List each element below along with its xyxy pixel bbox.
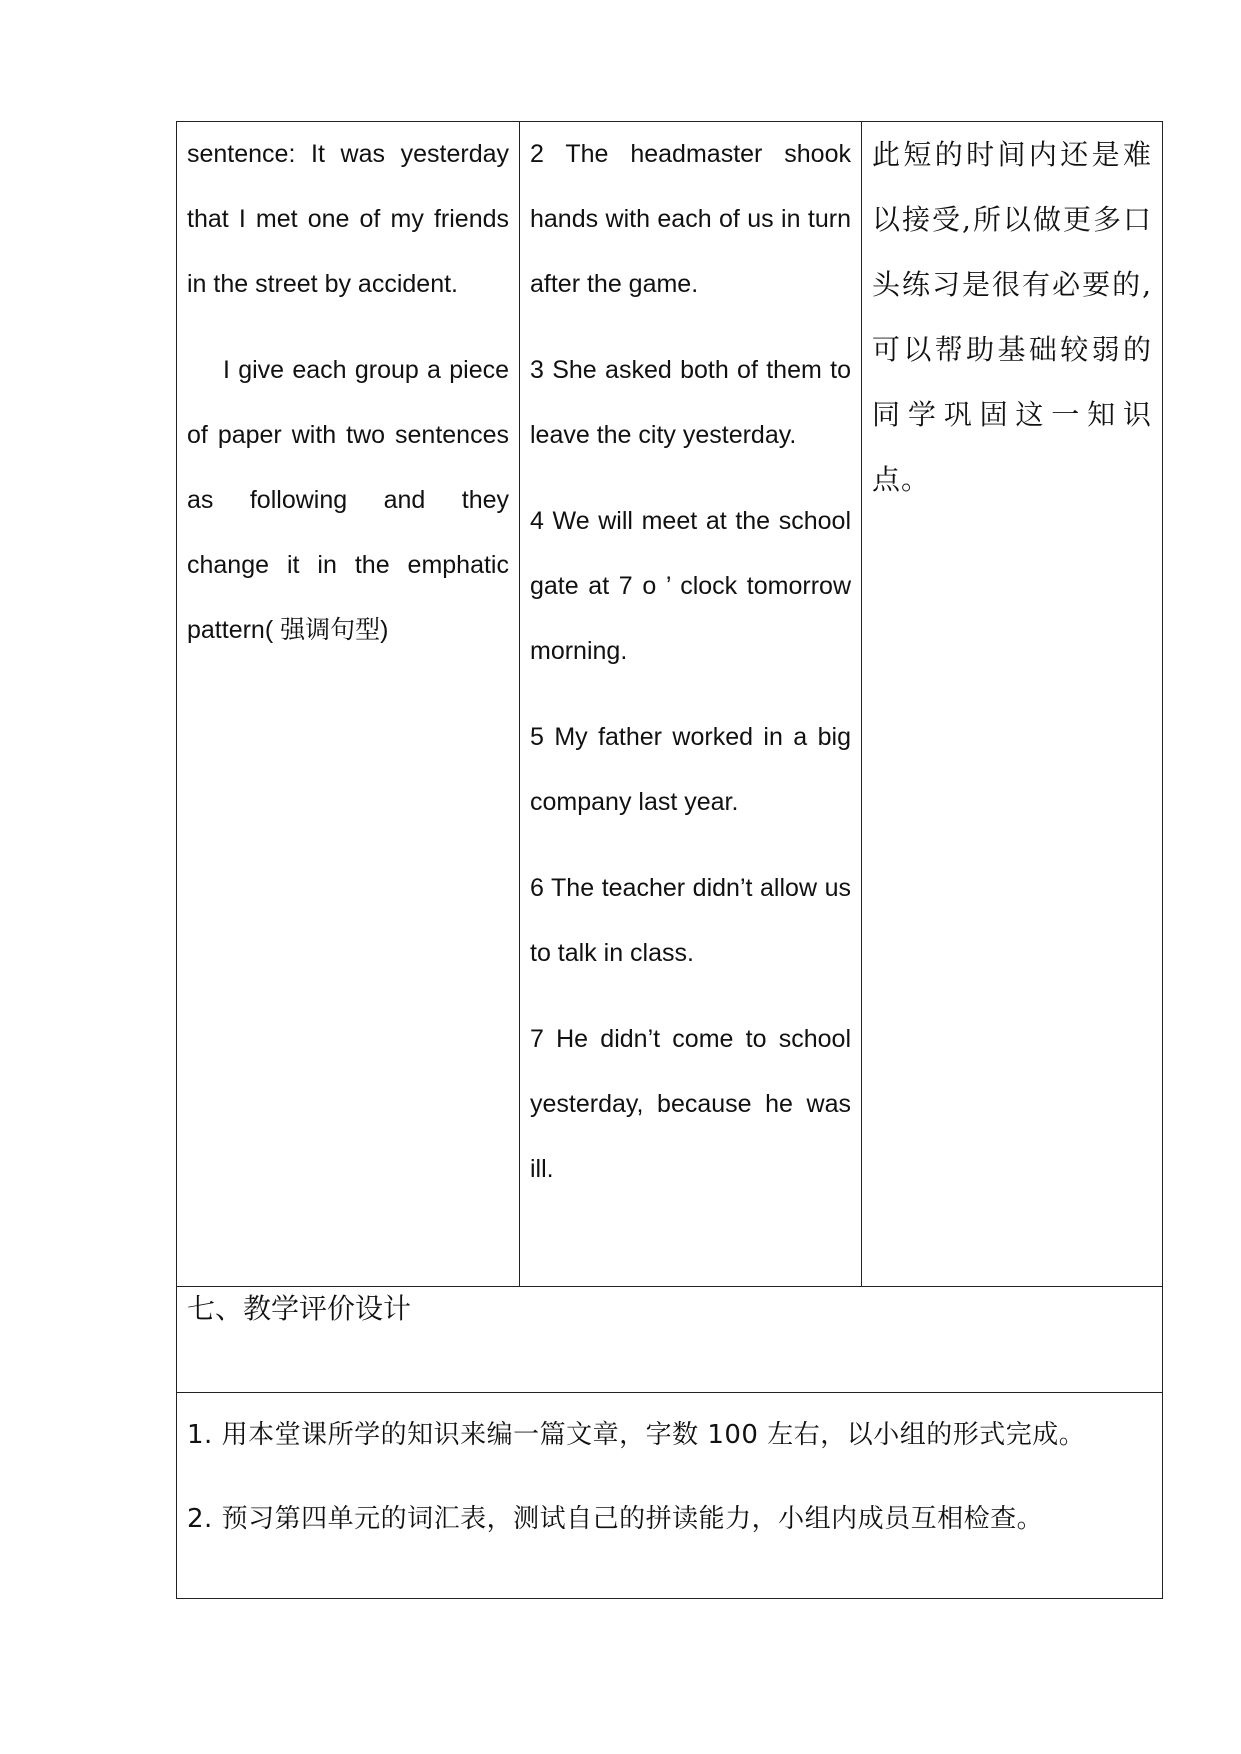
exercise-sentence-7: 7 He didn’t come to school yesterday, because he was ill. [530, 1025, 851, 1183]
procedure-paragraph-2: I give each group a piece of paper with two sentences as following and they change it in the emphatic pattern( 强调句型) [187, 356, 509, 644]
procedure-cell [177, 122, 520, 1287]
evaluation-item-1: 1. 用本堂课所学的知识来编一篇文章，字数 100 左右，以小组的形式完成。 [187, 1420, 1086, 1450]
section-title: 七、教学评价设计 [187, 1292, 412, 1325]
section-heading-cell [177, 1287, 1163, 1393]
intent-cell [862, 122, 1163, 1287]
exercise-sentence-4: 4 We will meet at the school gate at 7 o ’ clock tomorrow morning. [530, 507, 851, 665]
procedure-paragraph-1: sentence: It was yesterday that I met one of my friends in the street by accident. [187, 140, 509, 298]
lesson-plan-table [176, 121, 1163, 1599]
evaluation-row [177, 1393, 1163, 1599]
exercise-sentence-6: 6 The teacher didn’t allow us to talk in class. [530, 874, 851, 967]
design-intent-text: 此短的时间内还是难以接受,所以做更多口头练习是很有必要的,可以帮助基础较弱的同学巩固这一知识点。 [872, 138, 1152, 496]
exercise-sentence-2: 2 The headmaster shook hands with each of us in turn after the game. [530, 140, 851, 298]
evaluation-item-2: 2. 预习第四单元的词汇表，测试自己的拼读能力，小组内成员互相检查。 [187, 1504, 1044, 1534]
exercise-sentence-3: 3 She asked both of them to leave the city yesterday. [530, 356, 851, 449]
activity-row [177, 122, 1163, 1287]
evaluation-cell [177, 1393, 1163, 1599]
exercise-cell [520, 122, 862, 1287]
section-heading-row [177, 1287, 1163, 1393]
exercise-sentence-5: 5 My father worked in a big company last year. [530, 723, 851, 816]
